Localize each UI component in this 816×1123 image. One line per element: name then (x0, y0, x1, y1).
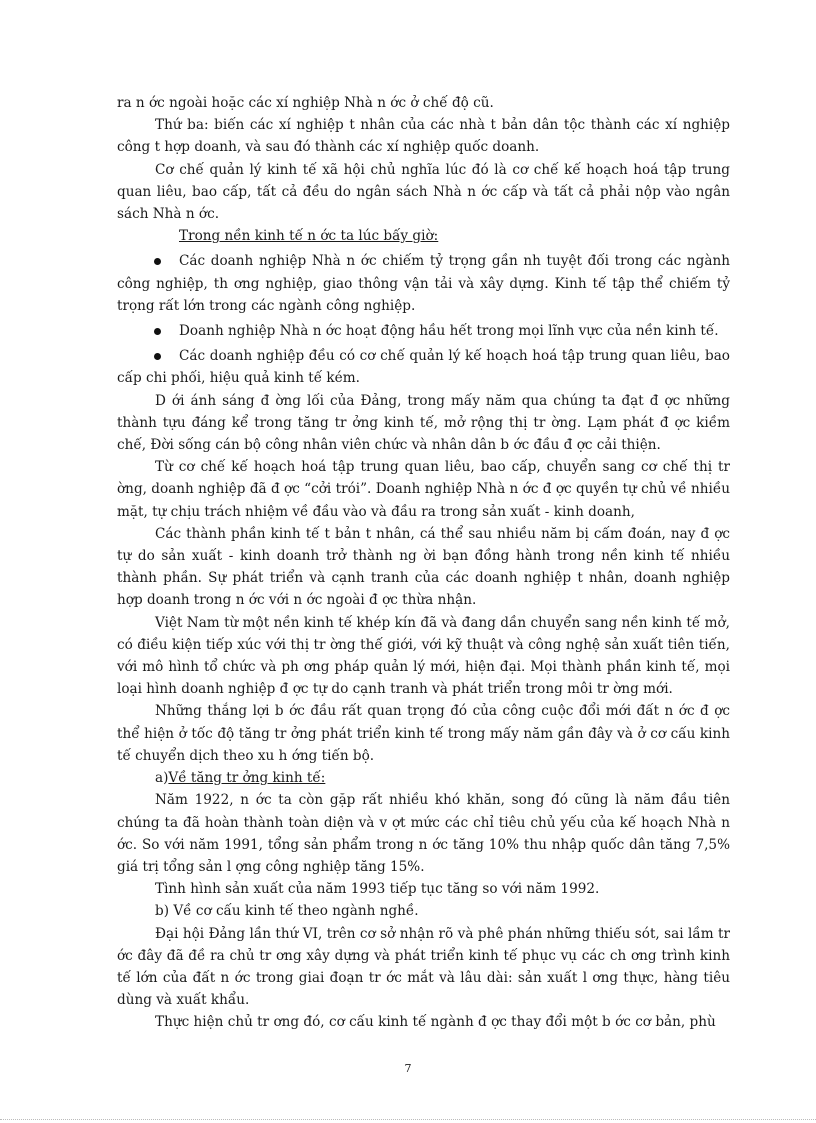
body-text (117, 92, 730, 1034)
page-number: 7 (404, 1062, 412, 1075)
paragraph: Thứ ba: biến các xí nghiệp t nhân của các nhà t bản dân tộc thành các xí nghiệp công t hợp doanh, và sau đó thành các xí nghiệp quốc doanh. (117, 117, 730, 156)
paragraph: Từ cơ chế kế hoạch hoá tập trung quan liêu, bao cấp, chuyển sang cơ chế thị tr ờng, doanh nghiệp đã đ ợc “cởi trói”. Doanh nghiệp Nhà n ớc đ ợc quyền tự chủ về nhiều mặt, tự chịu trách nhiệm về đầu vào và đầu ra trong sản xuất - kinh doanh, (117, 459, 730, 520)
paragraph: Đại hội Đảng lần thứ VI, trên cơ sở nhận rõ và phê phán những thiếu sót, sai lầm tr ớc đây đã đề ra chủ tr ơng xây dựng và phát triển kinh tế phục vụ các ch ơng trình kinh tế lớn của đất n ớc trong giai đoạn tr ớc mắt và lâu dài: sản xuất l ơng thực, hàng tiêu dùng và xuất khẩu. (117, 925, 730, 1009)
paragraph: Năm 1922, n ớc ta còn gặp rất nhiều khó khăn, song đó cũng là năm đầu tiên chúng ta đã hoàn thành toàn diện và v ợt mức các chỉ tiêu chủ yếu của kế hoạch Nhà n ớc. So với năm 1991, tổng sản phẩm trong n ớc tăng 10% thu nhập quốc dân tăng 7,5% giá trị tổng sản l ợng công nghiệp tăng 15%. (117, 792, 730, 875)
page-bottom-border (0, 1119, 816, 1120)
bullet-item (117, 345, 730, 389)
bullet-text: Các doanh nghiệp đều có cơ chế quản lý kế hoạch hoá tập trung quan liêu, bao cấp chi phối, hiệu quả kinh tế kém. (117, 348, 730, 387)
subsection-title: Về tăng tr ởng kinh tế: (168, 770, 326, 787)
bullet-dot-icon (154, 328, 161, 335)
bullet-text: Doanh nghiệp Nhà n ớc hoạt động hầu hết trong mọi lĩnh vực của nền kinh tế. (179, 323, 719, 340)
bullet-item (117, 250, 730, 317)
subsection-heading: b) Về cơ cấu kinh tế theo ngành nghề. (155, 903, 419, 920)
subsection-prefix: a) (155, 770, 169, 787)
paragraph: Việt Nam từ một nền kinh tế khép kín đã và đang dần chuyển sang nền kinh tế mở, có điều kiện tiếp xúc với thị tr ờng thế giới, với kỹ thuật và công nghệ sản xuất tiên tiến, với mô hình tổ chức và ph ơng pháp quản lý mới, hiện đại. Mọi thành phần kinh tế, mọi loại hình doanh nghiệp đ ợc tự do cạnh tranh và phát triển trong môi tr ờng mới. (117, 614, 730, 698)
paragraph: Những thắng lợi b ớc đầu rất quan trọng đó của công cuộc đổi mới đất n ớc đ ợc thể hiện ở tốc độ tăng tr ởng phát triển kinh tế trong mấy năm gần đây và ở cơ cấu kinh tế chuyển dịch theo xu h ớng tiến bộ. (117, 703, 730, 764)
paragraph: Thực hiện chủ tr ơng đó, cơ cấu kinh tế ngành đ ợc thay đổi một b ớc cơ bản, phù (155, 1014, 716, 1031)
bullet-item (117, 320, 730, 342)
paragraph: Các thành phần kinh tế t bản t nhân, cá thể sau nhiều năm bị cấm đoán, nay đ ợc tự do sản xuất - kinh doanh trở thành ng ời bạn đồng hành trong nền kinh tế nhiều thành phần. Sự phát triển và cạnh tranh của các doanh nghiệp t nhân, doanh nghiệp hợp doanh trong n ớc với n ớc ngoài đ ợc thừa nhận. (117, 525, 730, 609)
bullet-dot-icon (154, 353, 161, 360)
bullet-dot-icon (154, 258, 161, 265)
section-heading (117, 225, 730, 247)
paragraph: Cơ chế quản lý kinh tế xã hội chủ nghĩa lúc đó là cơ chế kế hoạch hoá tập trung quan liêu, bao cấp, tất cả đều do ngân sách Nhà n ớc cấp và tất cả phải nộp vào ngân sách Nhà n ớc. (117, 161, 730, 223)
subsection-heading (117, 767, 730, 789)
paragraph: D ới ánh sáng đ ờng lối của Đảng, trong mấy năm qua chúng ta đạt đ ợc những thành tựu đáng kể trong tăng tr ởng kinh tế, mở rộng thị tr ờng. Lạm phát đ ợc kiềm chế, Đời sống cán bộ công nhân viên chức và nhân dân b ớc đầu đ ợc cải thiện. (117, 392, 730, 454)
paragraph: ra n ớc ngoài hoặc các xí nghiệp Nhà n ớc ở chế độ cũ. (117, 95, 494, 111)
section-heading-text: Trong nền kinh tế n ớc ta lúc bấy giờ: (179, 228, 439, 245)
bullet-text: Các doanh nghiệp Nhà n ớc chiếm tỷ trọng gần nh tuyệt đối trong các ngành công nghiệp, th ơng nghiệp, giao thông vận tải và xây dựng. Kinh tế tập thể chiếm tỷ trọng rất lớn trong các ngành công nghiệp. (117, 253, 730, 314)
paragraph: Tình hình sản xuất của năm 1993 tiếp tục tăng so với năm 1992. (155, 881, 600, 898)
